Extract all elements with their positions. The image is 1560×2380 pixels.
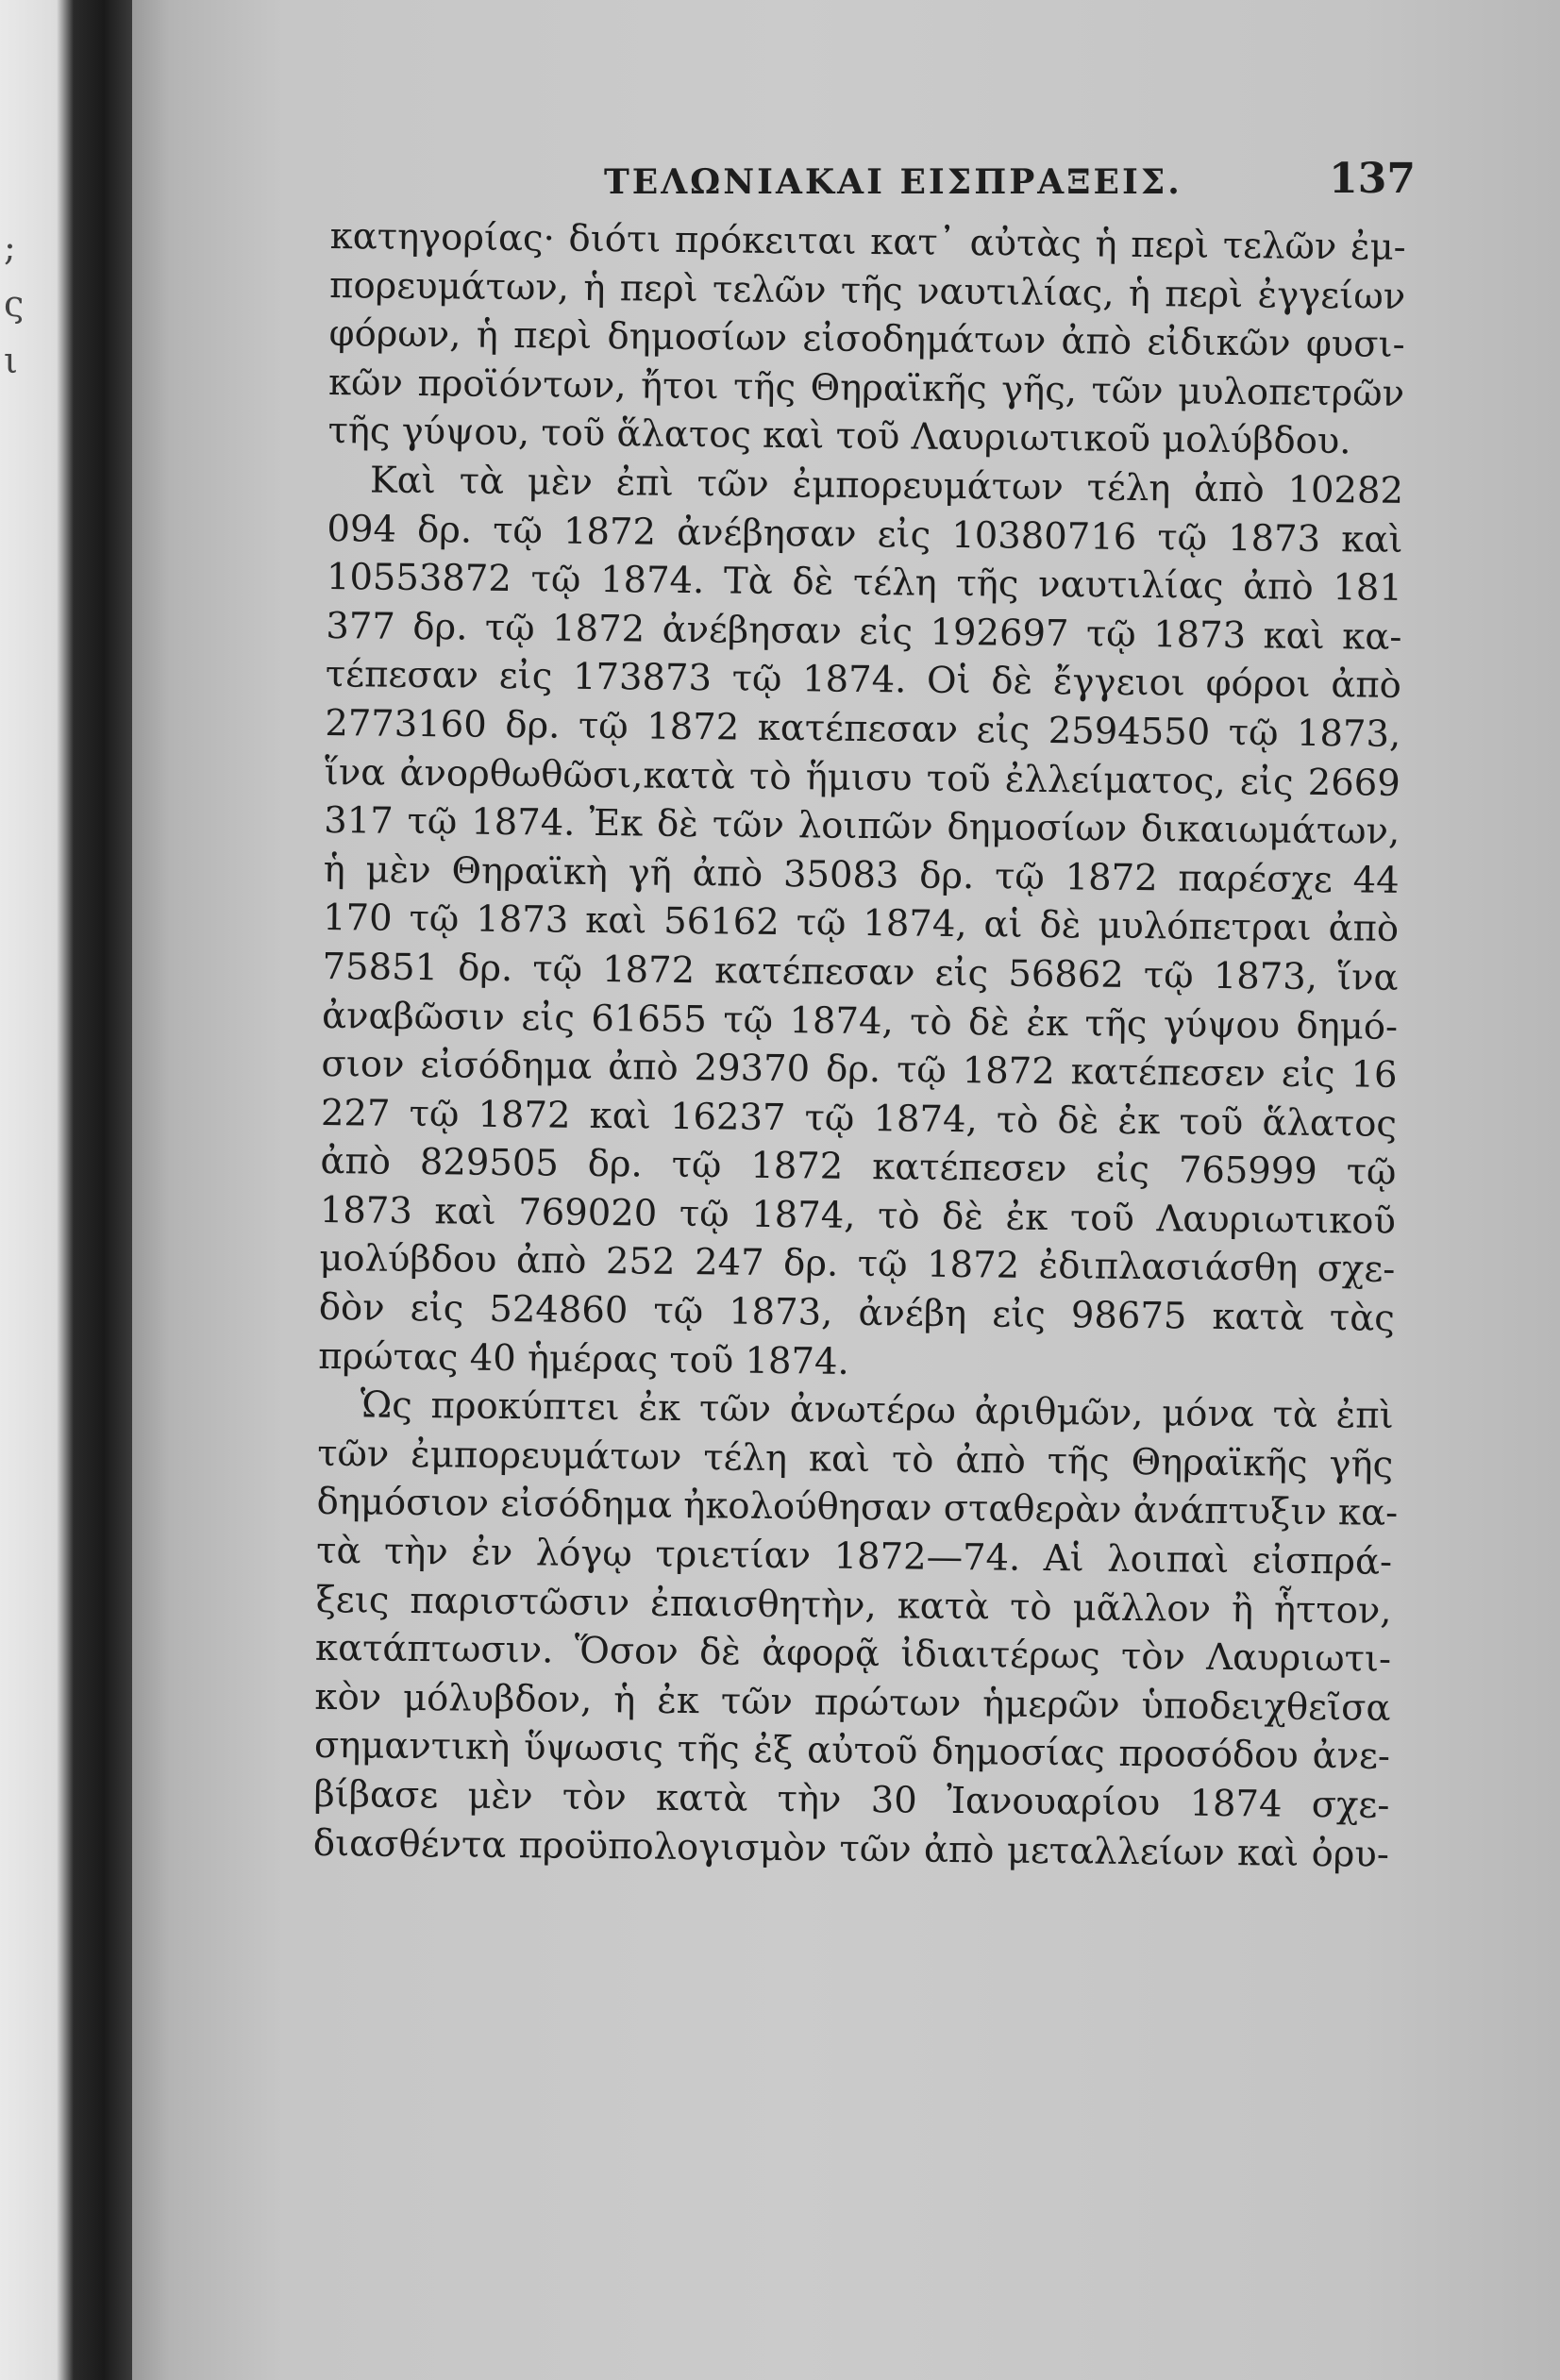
text-line: 227 τῷ 1872 καὶ 16237 τῷ 1874, τὸ δὲ ἐκ τοῦ ἅλατος (320, 1091, 1398, 1146)
text-line: δὸν εἰς 524860 τῷ 1873, ἀνέβη εἰς 98675 κατὰ τὰς (318, 1286, 1396, 1340)
text-line: διασθέντα προϋπολογισμὸν τῶν ἀπὸ μεταλλείων καὶ ὀρυ- (312, 1821, 1390, 1876)
text-line: σιον εἰσόδημα ἀπὸ 29370 δρ. τῷ 1872 κατέπεσεν εἰς 16 (321, 1043, 1398, 1097)
text-line: 377 δρ. τῷ 1872 ἀνέβησαν εἰς 192697 τῷ 1873 καὶ κα- (326, 604, 1402, 659)
text-line: φόρων, ἡ περὶ δημοσίων εἰσοδημάτων ἀπὸ εἰδικῶν φυσι- (328, 312, 1405, 367)
text-line: τέπεσαν εἰς 173873 τῷ 1874. Οἱ δὲ ἔγγειοι φόροι ἀπὸ (325, 653, 1402, 708)
text-line: τὰ τὴν ἐν λόγῳ τριετίαν 1872—74. Αἱ λοιπαὶ εἰσπρά- (315, 1529, 1393, 1584)
text-line: 2773160 δρ. τῷ 1872 κατέπεσαν εἰς 2594550 τῷ 1873, (325, 701, 1401, 756)
text-line: ἀναβῶσιν εἰς 61655 τῷ 1874, τὸ δὲ ἐκ τῆς γύψου δημό- (321, 994, 1399, 1048)
running-head: ΤΕΛΩΝΙΑΚΑΙ ΕΙΣΠΡΑΞΕΙΣ. (604, 162, 1183, 202)
text-line: πορευμάτων, ἡ περὶ τελῶν τῆς ναυτιλίας, ἡ περὶ ἐγγείων (328, 263, 1406, 318)
text-line: 317 τῷ 1874. Ἐκ δὲ τῶν λοιπῶν δημοσίων δικαιωμάτων, (324, 799, 1401, 854)
book-page (132, 0, 1560, 2380)
text-line: μολύβδου ἀπὸ 252 247 δρ. τῷ 1872 ἐδιπλασιάσθη σχε- (319, 1237, 1396, 1292)
text-line: τῆς γύψου, τοῦ ἅλατος καὶ τοῦ Λαυριωτικοῦ μολύβδου. (327, 410, 1351, 463)
text-line: δημόσιον εἰσόδημα ἠκολούθησαν σταθερὰν ἀνάπτυξιν κα- (316, 1481, 1399, 1535)
text-line: ἀπὸ 829505 δρ. τῷ 1872 κατέπεσεν εἰς 765999 τῷ (320, 1140, 1397, 1195)
text-line: 170 τῷ 1873 καὶ 56162 τῷ 1874, αἱ δὲ μυλόπετραι ἀπὸ (322, 897, 1400, 951)
text-line: πρώτας 40 ἡμέρας τοῦ 1874. (318, 1334, 849, 1383)
text-line: ξεις παριστῶσιν ἐπαισθητὴν, κατὰ τὸ μᾶλλον ἢ ἧττον, (315, 1578, 1392, 1633)
page-number: 137 (1329, 155, 1416, 203)
text-line: 75851 δρ. τῷ 1872 κατέπεσαν εἰς 56862 τῷ 1873, ἵνα (322, 945, 1399, 999)
facing-page-edge: ; ς ι (4, 226, 25, 381)
text-line: ἵνα ἀνορθωθῶσι,κατὰ τὸ ἥμισυ τοῦ ἐλλείματος, εἰς 2669 (324, 750, 1401, 805)
text-line: ἡ μὲν Θηραϊκὴ γῆ ἀπὸ 35083 δρ. τῷ 1872 παρέσχε 44 (323, 847, 1400, 902)
text-line: κῶν προϊόντων, ἤτοι τῆς Θηραϊκῆς γῆς, τῶν μυλοπετρῶν (327, 360, 1405, 415)
page-header (528, 149, 1472, 206)
text-line: 10553872 τῷ 1874. Τὰ δὲ τέλη τῆς ναυτιλίας ἀπὸ 181 (326, 556, 1403, 611)
text-line: κατάπτωσιν. Ὅσον δὲ ἀφορᾷ ἰδιαιτέρως τὸν Λαυριωτι- (314, 1627, 1392, 1682)
body-text (313, 212, 1406, 1879)
text-line: 094 δρ. τῷ 1872 ἀνέβησαν εἰς 10380716 τῷ 1873 καὶ (327, 507, 1403, 561)
text-line: κὸν μόλυβδον, ἡ ἐκ τῶν πρώτων ἡμερῶν ὑποδειχθεῖσα (314, 1675, 1391, 1730)
text-line: τῶν ἐμπορευμάτων τέλη καὶ τὸ ἀπὸ τῆς Θηραϊκῆς γῆς (316, 1432, 1394, 1486)
text-line: 1873 καὶ 769020 τῷ 1874, τὸ δὲ ἐκ τοῦ Λαυριωτικοῦ (319, 1188, 1397, 1243)
text-line: Ὡς προκύπτει ἐκ τῶν ἀνωτέρω ἀριθμῶν, μόνα τὰ ἐπὶ (360, 1383, 1394, 1438)
text-line: σημαντικὴ ὕψωσις τῆς ἐξ αὐτοῦ δημοσίας προσόδου ἀνε- (313, 1724, 1391, 1779)
text-line: βίβασε μὲν τὸν κατὰ τὴν 30 Ἰανουαρίου 1874 σχε- (313, 1772, 1390, 1827)
text-line: κατηγορίας· διότι πρόκειται κατ᾽ αὐτὰς ἡ περὶ τελῶν ἐμ- (329, 214, 1406, 269)
text-line: Καὶ τὰ μὲν ἐπὶ τῶν ἐμπορευμάτων τέλη ἀπὸ 10282 (369, 459, 1404, 512)
